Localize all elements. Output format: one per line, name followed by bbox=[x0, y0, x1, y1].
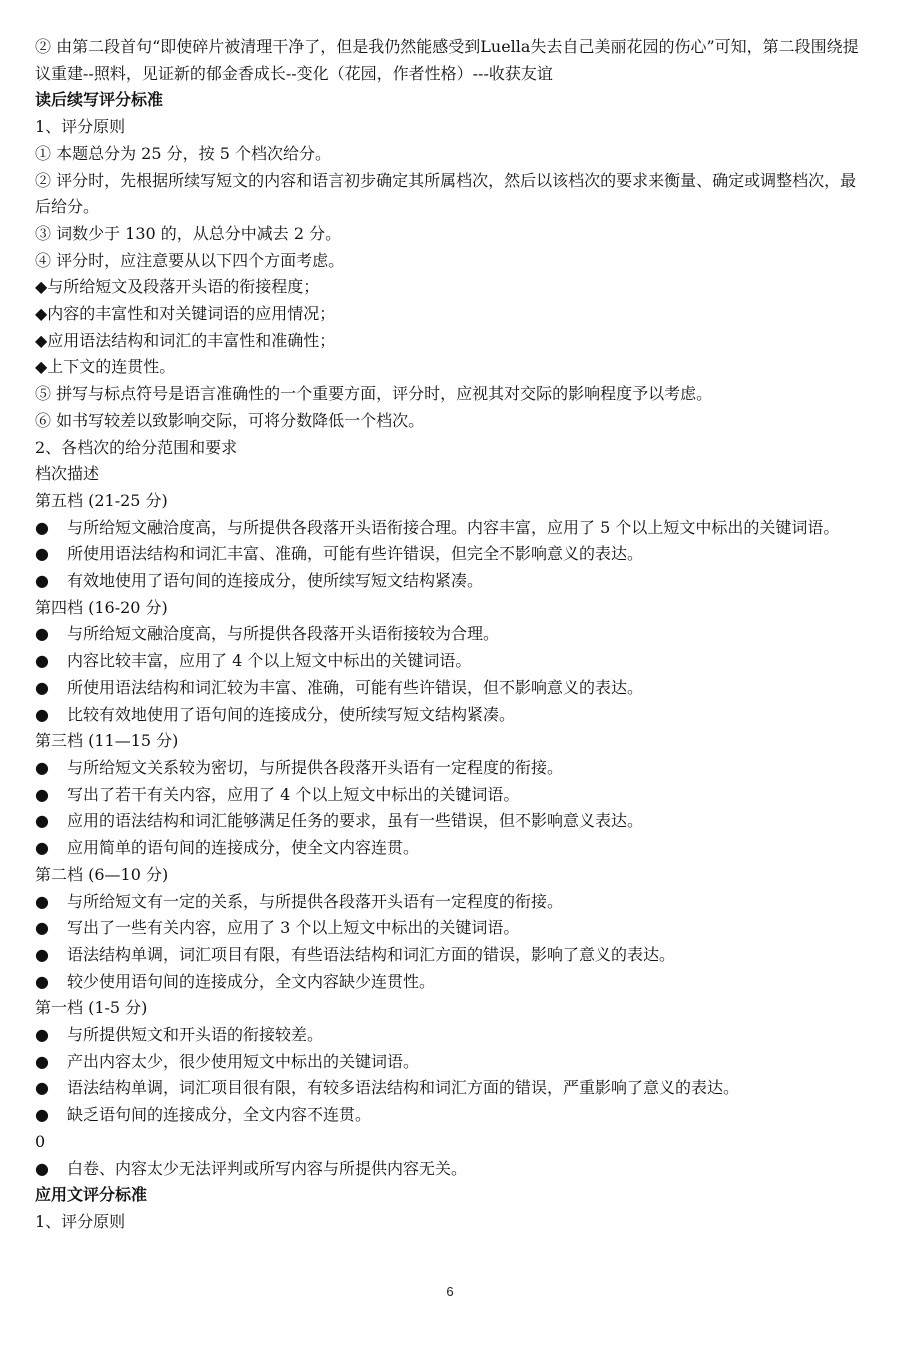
rule-5: ⑤ 拼写与标点符号是语言准确性的一个重要方面，评分时，应视其对交际的影响程度予以考虑。 bbox=[35, 384, 713, 404]
tier-criterion bbox=[35, 541, 870, 568]
section-heading-practical-writing: 应用文评分标准 bbox=[35, 1185, 148, 1205]
bullet-icon: ● bbox=[35, 704, 49, 724]
criterion-text: 有效地使用了语句间的连接成分，使所续写短文结构紧凑。 bbox=[67, 571, 484, 591]
tier-criterion bbox=[35, 782, 870, 809]
tier-criterion bbox=[35, 702, 870, 729]
criterion-text: 语法结构单调，词汇项目有限，有些语法结构和词汇方面的错误，影响了意义的表达。 bbox=[67, 944, 676, 964]
criterion-text: 内容比较丰富，应用了 4 个以上短文中标出的关键词语。 bbox=[67, 651, 472, 671]
aspect-3: ◆应用语法结构和词汇的丰富性和准确性； bbox=[35, 330, 336, 350]
criterion-text: 所使用语法结构和词汇较为丰富、准确，可能有些许错误，但不影响意义的表达。 bbox=[67, 677, 644, 697]
criterion-text: 较少使用语句间的连接成分，全文内容缺少连贯性。 bbox=[67, 971, 436, 991]
bullet-icon: ● bbox=[35, 651, 49, 671]
tier-criterion bbox=[35, 621, 870, 648]
bullet-icon: ● bbox=[35, 1105, 49, 1125]
bullet-icon: ● bbox=[35, 544, 49, 564]
criterion-text: 应用简单的语句间的连接成分，使全文内容连贯。 bbox=[67, 838, 420, 858]
bullet-icon: ● bbox=[35, 811, 49, 831]
subheading-scoring-principles: 1、评分原则 bbox=[35, 117, 126, 137]
bullet-icon: ● bbox=[35, 677, 49, 697]
tier-criterion bbox=[35, 1075, 870, 1102]
tier-criterion bbox=[35, 568, 870, 595]
rule-1: ① 本题总分为 25 分，按 5 个档次给分。 bbox=[35, 143, 331, 163]
criterion-text: 产出内容太少，很少使用短文中标出的关键词语。 bbox=[67, 1051, 420, 1071]
criterion-text: 白卷、内容太少无法评判或所写内容与所提供内容无关。 bbox=[67, 1158, 468, 1178]
criterion-text: 与所给短文融洽度高，与所提供各段落开头语衔接较为合理。 bbox=[67, 624, 500, 644]
criterion-text: 与所提供短文和开头语的衔接较差。 bbox=[67, 1025, 324, 1045]
tier-criterion bbox=[35, 969, 870, 996]
tier-criterion bbox=[35, 755, 870, 782]
tier-title: 第五档 (21-25 分) bbox=[35, 490, 168, 510]
tier-criterion bbox=[35, 675, 870, 702]
aspect-2: ◆内容的丰富性和对关键词语的应用情况； bbox=[35, 304, 336, 324]
bullet-icon: ● bbox=[35, 517, 49, 537]
criterion-text: 与所给短文融洽度高，与所提供各段落开头语衔接合理。内容丰富，应用了 5 个以上短文中标出的关键词语。 bbox=[67, 517, 840, 537]
bullet-icon: ● bbox=[35, 1051, 49, 1071]
page-number: 6 bbox=[446, 1284, 454, 1299]
rule-6: ⑥ 如书写较差以致影响交际，可将分数降低一个档次。 bbox=[35, 410, 425, 430]
tier-list bbox=[35, 488, 870, 1182]
document-body bbox=[35, 34, 870, 1236]
criterion-text: 所使用语法结构和词汇丰富、准确，可能有些许错误，但完全不影响意义的表达。 bbox=[67, 544, 644, 564]
tier-criterion bbox=[35, 835, 870, 862]
criterion-text: 写出了若干有关内容，应用了 4 个以上短文中标出的关键词语。 bbox=[67, 784, 520, 804]
bullet-icon: ● bbox=[35, 784, 49, 804]
bullet-icon: ● bbox=[35, 918, 49, 938]
section-heading-continuation-writing: 读后续写评分标准 bbox=[35, 90, 164, 110]
aspect-4: ◆上下文的连贯性。 bbox=[35, 357, 176, 377]
tier-title: 第二档 (6—10 分) bbox=[35, 864, 169, 884]
criterion-text: 语法结构单调，词汇项目很有限，有较多语法结构和词汇方面的错误，严重影响了意义的表达。 bbox=[67, 1078, 740, 1098]
tier-title: 0 bbox=[35, 1131, 46, 1151]
rule-3: ③ 词数少于 130 的，从总分中减去 2 分。 bbox=[35, 223, 342, 243]
tier-title: 第四档 (16-20 分) bbox=[35, 597, 168, 617]
tier-title: 第一档 (1-5 分) bbox=[35, 998, 148, 1018]
criterion-text: 与所给短文关系较为密切，与所提供各段落开头语有一定程度的衔接。 bbox=[67, 757, 564, 777]
bullet-icon: ● bbox=[35, 1078, 49, 1098]
criterion-text: 应用的语法结构和词汇能够满足任务的要求，虽有一些错误，但不影响意义表达。 bbox=[67, 811, 644, 831]
intro-paragraph: ② 由第二段首句“即使碎片被清理干净了，但是我仍然能感受到Luella失去自己美丽花园的伤心”可知，第二段围绕提议重建--照料，见证新的郁金香成长--变化（花园，作者性格）---收获友谊 bbox=[35, 37, 859, 83]
aspect-1: ◆与所给短文及段落开头语的衔接程度； bbox=[35, 277, 320, 297]
bullet-icon: ● bbox=[35, 757, 49, 777]
criterion-text: 缺乏语句间的连接成分，全文内容不连贯。 bbox=[67, 1105, 372, 1125]
tier-criterion bbox=[35, 1022, 870, 1049]
bullet-icon: ● bbox=[35, 571, 49, 591]
bullet-icon: ● bbox=[35, 944, 49, 964]
tier-criterion bbox=[35, 889, 870, 916]
rule-4: ④ 评分时，应注意要从以下四个方面考虑。 bbox=[35, 250, 345, 270]
bullet-icon: ● bbox=[35, 1158, 49, 1178]
tier-criterion bbox=[35, 648, 870, 675]
tier-criterion bbox=[35, 942, 870, 969]
criterion-text: 与所给短文有一定的关系，与所提供各段落开头语有一定程度的衔接。 bbox=[67, 891, 564, 911]
bullet-icon: ● bbox=[35, 1025, 49, 1045]
tier-criterion bbox=[35, 915, 870, 942]
criterion-text: 比较有效地使用了语句间的连接成分，使所续写短文结构紧凑。 bbox=[67, 704, 516, 724]
subheading-tier-ranges: 2、各档次的给分范围和要求 bbox=[35, 437, 238, 457]
tier-description-label: 档次描述 bbox=[35, 464, 100, 484]
criterion-text: 写出了一些有关内容，应用了 3 个以上短文中标出的关键词语。 bbox=[67, 918, 520, 938]
bullet-icon: ● bbox=[35, 624, 49, 644]
bullet-icon: ● bbox=[35, 838, 49, 858]
subheading-practical-principles: 1、评分原则 bbox=[35, 1211, 126, 1231]
tier-criterion bbox=[35, 1156, 870, 1183]
tier-criterion bbox=[35, 1102, 870, 1129]
bullet-icon: ● bbox=[35, 971, 49, 991]
tier-criterion bbox=[35, 515, 870, 542]
tier-title: 第三档 (11—15 分) bbox=[35, 731, 179, 751]
tier-criterion bbox=[35, 808, 870, 835]
rule-2: ② 评分时，先根据所续写短文的内容和语言初步确定其所属档次，然后以该档次的要求来衡量、确定或调整档次，最后给分。 bbox=[35, 170, 857, 217]
bullet-icon: ● bbox=[35, 891, 49, 911]
tier-criterion bbox=[35, 1049, 870, 1076]
